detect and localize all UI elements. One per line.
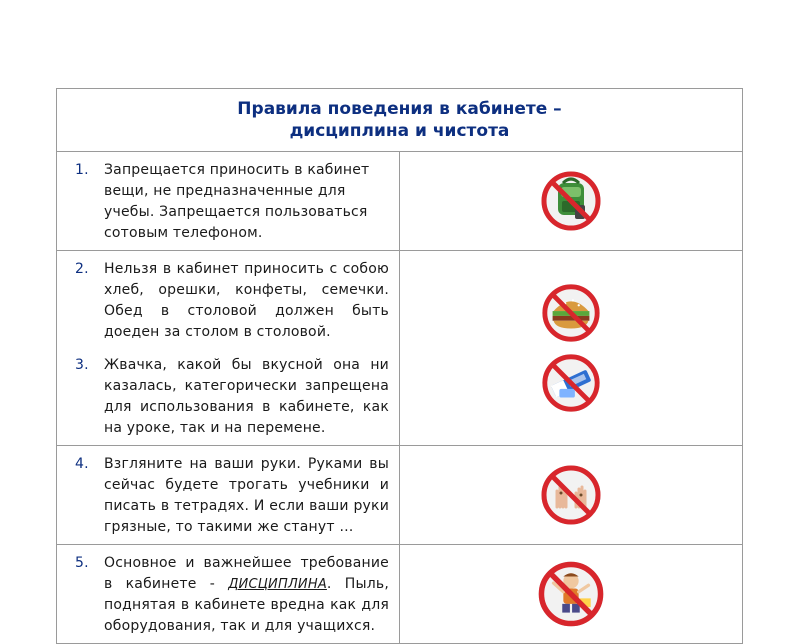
no-backpack-icon bbox=[539, 169, 603, 233]
rule-cell-3 bbox=[57, 446, 400, 545]
rule-cell-1 bbox=[57, 152, 400, 251]
rule-row-1 bbox=[57, 152, 743, 251]
rule-cell-2 bbox=[57, 251, 400, 446]
rule-row-3 bbox=[57, 446, 743, 545]
rule-text bbox=[104, 553, 389, 637]
rule-number: 5. bbox=[75, 555, 89, 571]
rule-text-before: Основное и важнейшее требование в кабинете - bbox=[104, 555, 389, 592]
rule-number: 4. bbox=[75, 456, 89, 472]
rule-number: 1. bbox=[75, 162, 89, 178]
icon-cell-2 bbox=[400, 251, 743, 446]
rule-3 bbox=[75, 355, 389, 439]
icon-cell-3 bbox=[400, 446, 743, 545]
rule-text: Взгляните на ваши руки. Руками вы сейчас будете трогать учебники и писать в тетрадях. И если ваши руки грязные, то такими же станут … bbox=[104, 456, 389, 535]
rule-number: 3. bbox=[75, 357, 89, 373]
rule-2 bbox=[75, 259, 389, 343]
rule-text: Запрещается приносить в кабинет вещи, не предназначенные для учебы. Запрещается пользоваться сотовым телефоном. bbox=[104, 162, 370, 241]
icon-cell-1 bbox=[400, 152, 743, 251]
no-dirty-hands-icon bbox=[539, 463, 603, 527]
no-food-icon bbox=[540, 282, 602, 344]
page-title bbox=[57, 89, 743, 152]
rule-1 bbox=[75, 160, 389, 244]
title-line-1: Правила поведения в кабинете – bbox=[237, 99, 562, 119]
title-line-2: дисциплина и чистота bbox=[289, 121, 510, 141]
rule-text: Нельзя в кабинет приносить с собою хлеб, орешки, конфеты, семечки. Обед в столовой должен быть доеден за столом в столовой. bbox=[104, 261, 389, 340]
no-misbehavior-icon bbox=[536, 559, 606, 629]
rule-4 bbox=[75, 454, 389, 538]
rule-number: 2. bbox=[75, 261, 89, 277]
rule-5 bbox=[75, 553, 389, 637]
rule-text: Жвачка, какой бы вкусной она ни казалась, категорически запрещена для использования в кабинете, как на уроке, так и на перемене. bbox=[104, 357, 389, 436]
rule-text-after: . Пыль, поднятая в кабинете вредна как для оборудования, так и для учащихся. bbox=[104, 576, 389, 634]
rule-row-2 bbox=[57, 251, 743, 446]
header-row bbox=[57, 89, 743, 152]
discipline-highlight: ДИСЦИПЛИНА bbox=[228, 577, 327, 592]
rules-table bbox=[56, 88, 743, 644]
rule-cell-4 bbox=[57, 545, 400, 644]
icon-cell-4 bbox=[400, 545, 743, 644]
rule-row-4 bbox=[57, 545, 743, 644]
no-gum-icon bbox=[540, 352, 602, 414]
